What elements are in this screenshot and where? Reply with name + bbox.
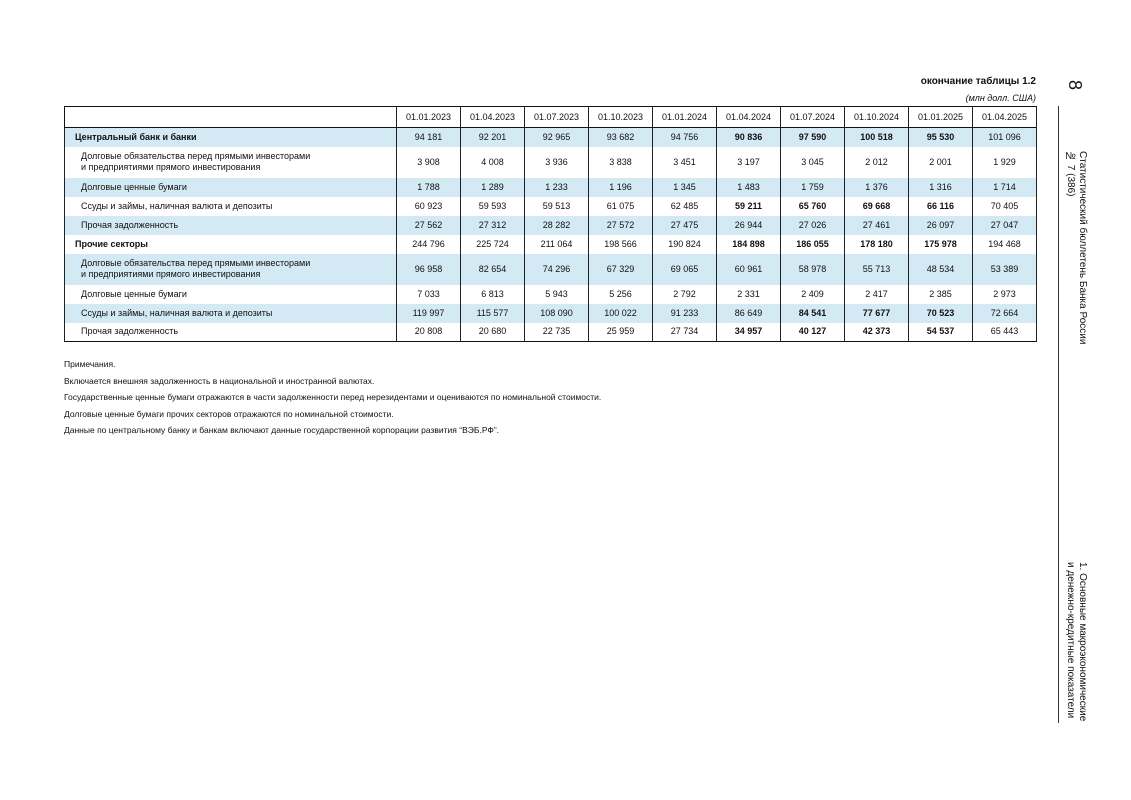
table-cell: 97 590	[781, 128, 845, 147]
table-cell: 1 233	[525, 178, 589, 197]
column-header: 01.07.2023	[525, 107, 589, 128]
column-header: 01.10.2023	[589, 107, 653, 128]
table-cell: 6 813	[461, 285, 525, 304]
row-label-line: Долговые обязательства перед прямыми инвесторами	[81, 258, 311, 268]
column-header: 01.04.2023	[461, 107, 525, 128]
table-cell: 96 958	[397, 254, 461, 285]
table-cell: 1 376	[845, 178, 909, 197]
table-notes	[64, 356, 601, 439]
table-cell: 82 654	[461, 254, 525, 285]
table-cell: 108 090	[525, 304, 589, 323]
column-header: 01.10.2024	[845, 107, 909, 128]
column-header: 01.07.2024	[781, 107, 845, 128]
table-cell: 65 760	[781, 197, 845, 216]
table-cell: 184 898	[717, 235, 781, 254]
column-header: 01.01.2025	[909, 107, 973, 128]
table-row	[65, 147, 1037, 178]
row-label: Долговые ценные бумаги	[65, 178, 397, 197]
table-cell: 55 713	[845, 254, 909, 285]
table-cell: 186 055	[781, 235, 845, 254]
table-cell: 2 417	[845, 285, 909, 304]
row-label: Ссуды и займы, наличная валюта и депозиты	[65, 304, 397, 323]
column-header: 01.01.2024	[653, 107, 717, 128]
table-cell: 69 668	[845, 197, 909, 216]
table-cell: 27 312	[461, 216, 525, 235]
table-cell: 190 824	[653, 235, 717, 254]
table-cell: 1 196	[589, 178, 653, 197]
table-cell: 100 518	[845, 128, 909, 147]
table-cell: 86 649	[717, 304, 781, 323]
table-cell: 244 796	[397, 235, 461, 254]
table-cell: 92 965	[525, 128, 589, 147]
table-cell: 20 808	[397, 323, 461, 342]
table-cell: 3 838	[589, 147, 653, 178]
table-cell: 20 680	[461, 323, 525, 342]
table-cell: 175 978	[909, 235, 973, 254]
note-line: Государственные ценные бумаги отражаются в части задолженности перед нерезидентами и оцениваются по номинальной стоимости.	[64, 392, 602, 402]
table-cell: 2 385	[909, 285, 973, 304]
table-cell: 7 033	[397, 285, 461, 304]
page-number: 8	[1065, 79, 1085, 90]
row-label: Долговые ценные бумаги	[65, 285, 397, 304]
table-cell: 70 405	[973, 197, 1037, 216]
table-cell: 42 373	[845, 323, 909, 342]
table-cell: 25 959	[589, 323, 653, 342]
table-cell: 1 345	[653, 178, 717, 197]
table-cell: 178 180	[845, 235, 909, 254]
column-header: 01.04.2025	[973, 107, 1037, 128]
table-cell: 72 664	[973, 304, 1037, 323]
table-row	[65, 285, 1037, 304]
table-cell: 28 282	[525, 216, 589, 235]
bulletin-running-title	[1064, 151, 1088, 344]
table-cell: 60 961	[717, 254, 781, 285]
table-cell: 54 537	[909, 323, 973, 342]
column-header: 01.01.2023	[397, 107, 461, 128]
table-cell: 67 329	[589, 254, 653, 285]
table-cell: 3 045	[781, 147, 845, 178]
table-cell: 59 211	[717, 197, 781, 216]
table-cell: 194 468	[973, 235, 1037, 254]
row-label-line: и предприятиями прямого инвестирования	[81, 162, 261, 172]
table-cell: 59 513	[525, 197, 589, 216]
table-cell: 1 714	[973, 178, 1037, 197]
table-cell: 4 008	[461, 147, 525, 178]
table-cell: 27 734	[653, 323, 717, 342]
table-cell: 1 289	[461, 178, 525, 197]
table-cell: 27 026	[781, 216, 845, 235]
table-cell: 66 116	[909, 197, 973, 216]
table-cell: 198 566	[589, 235, 653, 254]
row-label	[65, 147, 397, 178]
table-cell: 34 957	[717, 323, 781, 342]
table-cell: 91 233	[653, 304, 717, 323]
bulletin-title-line: Статистический бюллетень Банка России	[1077, 151, 1088, 345]
sidebar-divider	[1058, 106, 1059, 723]
table-cell: 94 756	[653, 128, 717, 147]
table-cell: 62 485	[653, 197, 717, 216]
table-cell: 1 788	[397, 178, 461, 197]
row-label: Ссуды и займы, наличная валюта и депозиты	[65, 197, 397, 216]
table-cell: 65 443	[973, 323, 1037, 342]
table-cell: 61 075	[589, 197, 653, 216]
table-cell: 119 997	[397, 304, 461, 323]
table-cell: 3 908	[397, 147, 461, 178]
table-cell: 22 735	[525, 323, 589, 342]
table-cell: 26 097	[909, 216, 973, 235]
row-label	[65, 254, 397, 285]
table-continuation-title: окончание таблицы 1.2	[920, 76, 1036, 87]
table-cell: 90 836	[717, 128, 781, 147]
table-row	[65, 197, 1037, 216]
table-cell: 2 012	[845, 147, 909, 178]
table-cell: 48 534	[909, 254, 973, 285]
table-cell: 60 923	[397, 197, 461, 216]
table-cell: 3 451	[653, 147, 717, 178]
table-cell: 40 127	[781, 323, 845, 342]
table-cell: 1 316	[909, 178, 973, 197]
table-cell: 2 331	[717, 285, 781, 304]
table-cell: 5 943	[525, 285, 589, 304]
table-row	[65, 323, 1037, 342]
header-blank-cell	[65, 107, 397, 128]
table-cell: 92 201	[461, 128, 525, 147]
table-cell: 3 197	[717, 147, 781, 178]
table-cell: 84 541	[781, 304, 845, 323]
row-label: Прочие секторы	[65, 235, 397, 254]
table-cell: 1 929	[973, 147, 1037, 178]
row-label-line: и предприятиями прямого инвестирования	[81, 269, 261, 279]
table-cell: 77 677	[845, 304, 909, 323]
table-cell: 27 562	[397, 216, 461, 235]
row-label: Прочая задолженность	[65, 323, 397, 342]
table-cell: 95 530	[909, 128, 973, 147]
table-row	[65, 128, 1037, 147]
table-cell: 93 682	[589, 128, 653, 147]
table-cell: 100 022	[589, 304, 653, 323]
external-debt-table	[64, 106, 1037, 342]
table-cell: 53 389	[973, 254, 1037, 285]
table-cell: 27 475	[653, 216, 717, 235]
note-line: Включается внешняя задолженность в национальной и иностранной валютах.	[64, 375, 375, 386]
table-cell: 27 461	[845, 216, 909, 235]
section-title-line: и денежно-кредитные показатели	[1065, 562, 1076, 719]
table-row	[65, 235, 1037, 254]
note-line: Данные по центральному банку и банкам включают данные государственной корпорации развития “ВЭБ.РФ”.	[64, 425, 500, 435]
table-cell: 115 577	[461, 304, 525, 323]
table-cell: 94 181	[397, 128, 461, 147]
table-row	[65, 304, 1037, 323]
table-cell: 27 047	[973, 216, 1037, 235]
bulletin-issue-line: № 7 (386)	[1065, 151, 1076, 197]
row-label-line: Долговые обязательства перед прямыми инвесторами	[81, 151, 311, 161]
row-label: Прочая задолженность	[65, 216, 397, 235]
table-units: (млн долл. США)	[965, 93, 1036, 103]
table-cell: 225 724	[461, 235, 525, 254]
table-header-row	[65, 107, 1037, 128]
table-row	[65, 178, 1037, 197]
notes-heading: Примечания.	[64, 359, 116, 369]
table-cell: 2 001	[909, 147, 973, 178]
table-cell: 69 065	[653, 254, 717, 285]
table-cell: 74 296	[525, 254, 589, 285]
table-cell: 1 759	[781, 178, 845, 197]
table-cell: 101 096	[973, 128, 1037, 147]
section-running-title	[1064, 562, 1088, 721]
table-cell: 70 523	[909, 304, 973, 323]
table-cell: 5 256	[589, 285, 653, 304]
table-cell: 59 593	[461, 197, 525, 216]
table-cell: 27 572	[589, 216, 653, 235]
table-row	[65, 254, 1037, 285]
table-cell: 1 483	[717, 178, 781, 197]
table-cell: 58 978	[781, 254, 845, 285]
note-line: Долговые ценные бумаги прочих секторов отражаются по номинальной стоимости.	[64, 408, 394, 419]
table-cell: 2 792	[653, 285, 717, 304]
row-label: Центральный банк и банки	[65, 128, 397, 147]
table-cell: 2 409	[781, 285, 845, 304]
table-cell: 26 944	[717, 216, 781, 235]
table-cell: 3 936	[525, 147, 589, 178]
column-header: 01.04.2024	[717, 107, 781, 128]
section-title-line: 1. Основные макроэкономические	[1077, 562, 1088, 722]
table-cell: 211 064	[525, 235, 589, 254]
table-cell: 2 973	[973, 285, 1037, 304]
table-row	[65, 216, 1037, 235]
